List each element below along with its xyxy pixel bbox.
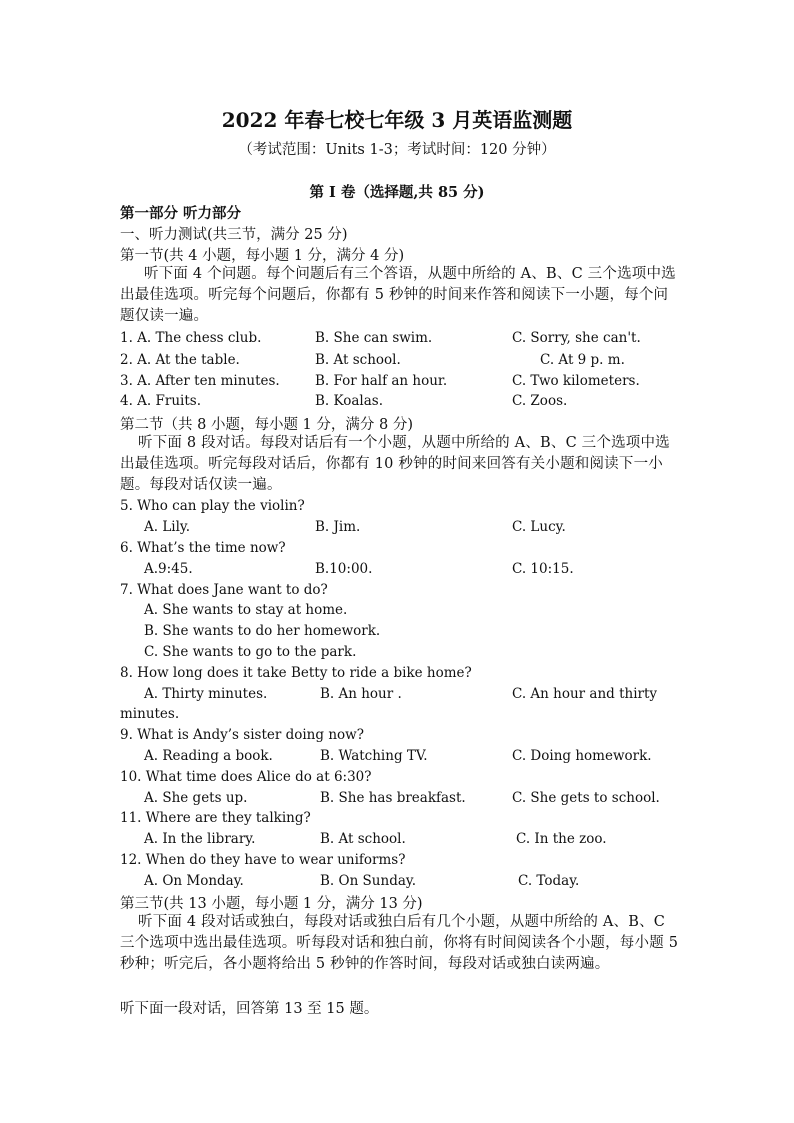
q1-option-b: B. She can swim. [315, 330, 433, 346]
q3-option-c: C. Two kilometers. [512, 373, 640, 389]
q6-stem: 6. What’s the time now? [120, 540, 286, 556]
q12-stem: 12. When do they have to wear uniforms? [120, 852, 406, 868]
q4-option-a: 4. A. Fruits. [120, 393, 201, 409]
part1-heading: 第一部分 听力部分 [120, 205, 242, 222]
q6-option-a: A.9:45. [144, 561, 193, 577]
q1-option-c: C. Sorry, she can't. [512, 330, 641, 346]
q11-option-a: A. In the library. [144, 831, 256, 847]
exam-scope-subtitle: （考试范围：Units 1-3；考试时间：120 分钟） [238, 142, 556, 158]
q2-option-b: B. At school. [315, 352, 401, 368]
q5-option-b: B. Jim. [315, 519, 361, 535]
q8-option-b: B. An hour . [320, 686, 402, 702]
q5-option-c: C. Lucy. [512, 519, 566, 535]
q11-stem: 11. Where are they talking? [120, 810, 311, 826]
q3-option-a: 3. A. After ten minutes. [120, 373, 280, 389]
q8-option-a: A. Thirty minutes. [144, 686, 268, 702]
q9-option-b: B. Watching TV. [320, 748, 428, 764]
q9-option-a: A. Reading a book. [144, 748, 273, 764]
volume-heading: 第 I 卷（选择题,共 85 分) [309, 184, 485, 201]
q10-option-b: B. She has breakfast. [320, 790, 466, 806]
q4-option-c: C. Zoos. [512, 393, 568, 409]
q9-stem: 9. What is Andy’s sister doing now? [120, 727, 364, 743]
q10-option-c: C. She gets to school. [512, 790, 660, 806]
q10-stem: 10. What time does Alice do at 6:30? [120, 769, 372, 785]
q10-option-a: A. She gets up. [144, 790, 248, 806]
q12-option-b: B. On Sunday. [320, 873, 417, 889]
q8-option-c-continued: minutes. [120, 706, 180, 722]
section1-heading: 第一节(共 4 小题，每小题 1 分，满分 4 分) [120, 248, 405, 264]
section3-instructions: 听下面 4 段对话或独白，每段对话或独白后有几个小题，从题中所给的 A、B、C 三个选项中选出最佳选项。听每段对话和独白前，你将有时间阅读各个小题，每小题 5 秒种；听完后，各小题将给出 5 秒钟的作答时间，每段对话或独白读两遍。 [120, 914, 679, 972]
q3-option-b: B. For half an hour. [315, 373, 448, 389]
section3-heading: 第三节(共 13 小题，每小题 1 分，满分 13 分) [120, 896, 423, 912]
q5-stem: 5. Who can play the violin? [120, 498, 305, 514]
q12-option-a: A. On Monday. [144, 873, 244, 889]
section3-next-instruction: 听下面一段对话，回答第 13 至 15 题。 [120, 1001, 379, 1017]
q2-option-a: 2. A. At the table. [120, 352, 240, 368]
q6-option-c: C. 10:15. [512, 561, 574, 577]
q8-stem: 8. How long does it take Betty to ride a bike home? [120, 665, 472, 681]
section2-instructions: 听下面 8 段对话。每段对话后有一个小题，从题中所给的 A、B、C 三个选项中选出最佳选项。听完每段对话后，你都有 10 秒钟的时间来回答有关小题和阅读下一小题。每段对话仅读一遍。 [120, 435, 670, 493]
q6-option-b: B.10:00. [315, 561, 373, 577]
listening-intro: 一、听力测试(共三节，满分 25 分) [120, 227, 348, 243]
section2-heading: 第二节（共 8 小题，每小题 1 分，满分 8 分) [120, 417, 413, 433]
q9-option-c: C. Doing homework. [512, 748, 652, 764]
q11-option-c: C. In the zoo. [516, 831, 607, 847]
q8-option-c: C. An hour and thirty [512, 686, 658, 702]
section1-instructions: 听下面 4 个问题。每个问题后有三个答语，从题中所给的 A、B、C 三个选项中选出最佳选项。听完每个问题后，你都有 5 秒钟的时间来作答和阅读下一小题，每个问题仅读一遍。 [120, 266, 676, 324]
q5-option-a: A. Lily. [144, 519, 191, 535]
q1-option-a: 1. A. The chess club. [120, 330, 262, 346]
q2-option-c: C. At 9 p. m. [540, 352, 625, 368]
q7-option-a: A. She wants to stay at home. [144, 602, 348, 618]
q11-option-b: B. At school. [320, 831, 406, 847]
page-title: 2022 年春七校七年级 3 月英语监测题 [221, 108, 573, 132]
q7-option-b: B. She wants to do her homework. [144, 623, 381, 639]
q7-stem: 7. What does Jane want to do? [120, 582, 328, 598]
q12-option-c: C. Today. [518, 873, 580, 889]
q4-option-b: B. Koalas. [315, 393, 383, 409]
q7-option-c: C. She wants to go to the park. [144, 644, 357, 660]
